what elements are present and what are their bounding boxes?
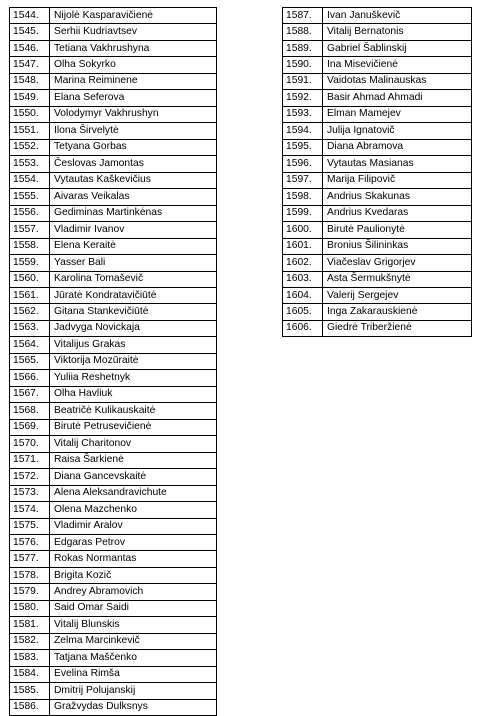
person-name: Andrius Kvedaras: [323, 205, 472, 221]
person-name: Aivaras Veikalas: [50, 189, 217, 205]
person-name: Česlovas Jamontas: [50, 156, 217, 172]
person-name: Ina Misevičienė: [323, 57, 472, 73]
row-number: 1566.: [10, 370, 50, 386]
row-number: 1572.: [10, 469, 50, 485]
names-table-right: [282, 7, 472, 337]
table-row: [10, 485, 217, 501]
person-name: Zelma Marcinkevič: [50, 633, 217, 649]
person-name: Birutė Paulionytė: [323, 222, 472, 238]
row-number: 1597.: [283, 172, 323, 188]
table-row: [10, 370, 217, 386]
table-row: [283, 40, 472, 56]
table-row: [10, 24, 217, 40]
person-name: Gitana Stankevičiūtė: [50, 304, 217, 320]
row-number: 1585.: [10, 683, 50, 699]
row-number: 1605.: [283, 304, 323, 320]
table-row: [10, 90, 217, 106]
row-number: 1602.: [283, 255, 323, 271]
row-number: 1545.: [10, 24, 50, 40]
person-name: Vytautas Masianas: [323, 156, 472, 172]
row-number: 1565.: [10, 353, 50, 369]
table-row: [10, 633, 217, 649]
person-name: Yuliia Reshetnyk: [50, 370, 217, 386]
table-row: [10, 436, 217, 452]
table-row: [283, 172, 472, 188]
person-name: Beatričė Kulikauskaitė: [50, 403, 217, 419]
person-name: Tetyana Gorbas: [50, 139, 217, 155]
table-row: [10, 386, 217, 402]
table-row: [10, 123, 217, 139]
table-row: [10, 172, 217, 188]
person-name: Alena Aleksandravichute: [50, 485, 217, 501]
person-name: Inga Zakarauskienė: [323, 304, 472, 320]
table-row: [10, 584, 217, 600]
table-row: [283, 73, 472, 89]
person-name: Ilona Širvelytė: [50, 123, 217, 139]
person-name: Marija Filipovič: [323, 172, 472, 188]
table-row: [283, 156, 472, 172]
person-name: Ivan Januškevič: [323, 8, 472, 24]
table-row: [10, 139, 217, 155]
row-number: 1546.: [10, 40, 50, 56]
row-number: 1580.: [10, 600, 50, 616]
table-row: [10, 106, 217, 122]
person-name: Gediminas Martinkėnas: [50, 205, 217, 221]
row-number: 1584.: [10, 666, 50, 682]
person-name: Bronius Šilininkas: [323, 238, 472, 254]
person-name: Vitalij Charitonov: [50, 436, 217, 452]
person-name: Rokas Normantas: [50, 551, 217, 567]
row-number: 1590.: [283, 57, 323, 73]
table-row: [10, 567, 217, 583]
table-row: [10, 271, 217, 287]
row-number: 1578.: [10, 567, 50, 583]
table-row: [10, 353, 217, 369]
person-name: Basir Ahmad Ahmadi: [323, 90, 472, 106]
row-number: 1601.: [283, 238, 323, 254]
table-row: [10, 535, 217, 551]
row-number: 1573.: [10, 485, 50, 501]
person-name: Valerij Sergejev: [323, 287, 472, 303]
row-number: 1576.: [10, 535, 50, 551]
table-row: [283, 189, 472, 205]
row-number: 1549.: [10, 90, 50, 106]
row-number: 1561.: [10, 287, 50, 303]
person-name: Raisa Šarkienė: [50, 452, 217, 468]
table-row: [283, 57, 472, 73]
person-name: Evelina Rimša: [50, 666, 217, 682]
row-number: 1560.: [10, 271, 50, 287]
person-name: Tatjana Maščenko: [50, 650, 217, 666]
table-row: [10, 189, 217, 205]
person-name: Birutė Petrusevičienė: [50, 419, 217, 435]
row-number: 1554.: [10, 172, 50, 188]
person-name: Marina Reiminene: [50, 73, 217, 89]
names-table-left: [9, 7, 217, 716]
person-name: Vladimir Aralov: [50, 518, 217, 534]
person-name: Nijolė Kasparavičienė: [50, 8, 217, 24]
table-row: [283, 205, 472, 221]
row-number: 1563.: [10, 320, 50, 336]
person-name: Diana Gancevskaitė: [50, 469, 217, 485]
person-name: Yasser Bali: [50, 255, 217, 271]
table-row: [10, 617, 217, 633]
row-number: 1599.: [283, 205, 323, 221]
person-name: Viačeslav Grigorjev: [323, 255, 472, 271]
row-number: 1588.: [283, 24, 323, 40]
table-row: [10, 287, 217, 303]
person-name: Elana Seferova: [50, 90, 217, 106]
table-row: [283, 123, 472, 139]
person-name: Vladimir Ivanov: [50, 222, 217, 238]
table-row: [10, 8, 217, 24]
person-name: Tetiana Vakhrushyna: [50, 40, 217, 56]
row-number: 1579.: [10, 584, 50, 600]
person-name: Vitalij Blunskis: [50, 617, 217, 633]
table-row: [10, 255, 217, 271]
person-name: Elman Mamejev: [323, 106, 472, 122]
row-number: 1562.: [10, 304, 50, 320]
table-row: [283, 320, 472, 336]
row-number: 1548.: [10, 73, 50, 89]
row-number: 1571.: [10, 452, 50, 468]
person-name: Jūratė Kondratavičiūtė: [50, 287, 217, 303]
row-number: 1586.: [10, 699, 50, 715]
person-name: Diana Abramova: [323, 139, 472, 155]
person-name: Vaidotas Malinauskas: [323, 73, 472, 89]
table-row: [10, 469, 217, 485]
row-number: 1606.: [283, 320, 323, 336]
row-number: 1575.: [10, 518, 50, 534]
person-name: Said Omar Saidi: [50, 600, 217, 616]
row-number: 1544.: [10, 8, 50, 24]
row-number: 1587.: [283, 8, 323, 24]
table-row: [10, 666, 217, 682]
row-number: 1557.: [10, 222, 50, 238]
table-row: [10, 337, 217, 353]
row-number: 1595.: [283, 139, 323, 155]
person-name: Vitalij Bernatonis: [323, 24, 472, 40]
row-number: 1598.: [283, 189, 323, 205]
table-row: [283, 90, 472, 106]
row-number: 1583.: [10, 650, 50, 666]
table-row: [10, 403, 217, 419]
table-row: [10, 518, 217, 534]
row-number: 1592.: [283, 90, 323, 106]
row-number: 1555.: [10, 189, 50, 205]
person-name: Olena Mazchenko: [50, 502, 217, 518]
row-number: 1574.: [10, 502, 50, 518]
table-row: [10, 320, 217, 336]
table-row: [283, 139, 472, 155]
row-number: 1604.: [283, 287, 323, 303]
row-number: 1553.: [10, 156, 50, 172]
table-row: [283, 8, 472, 24]
names-table-left-body: [10, 8, 217, 716]
row-number: 1603.: [283, 271, 323, 287]
table-row: [10, 73, 217, 89]
person-name: Asta Šermukšnytė: [323, 271, 472, 287]
table-row: [10, 650, 217, 666]
table-row: [10, 699, 217, 715]
row-number: 1589.: [283, 40, 323, 56]
table-row: [283, 287, 472, 303]
table-row: [10, 551, 217, 567]
table-row: [10, 222, 217, 238]
person-name: Julija Ignatovič: [323, 123, 472, 139]
person-name: Andrius Skakunas: [323, 189, 472, 205]
person-name: Dmitrij Polujanskij: [50, 683, 217, 699]
person-name: Volodymyr Vakhrushyn: [50, 106, 217, 122]
table-row: [10, 502, 217, 518]
table-row: [283, 255, 472, 271]
row-number: 1558.: [10, 238, 50, 254]
table-row: [283, 106, 472, 122]
row-number: 1551.: [10, 123, 50, 139]
person-name: Vytautas Kaškevičius: [50, 172, 217, 188]
table-row: [10, 238, 217, 254]
table-row: [10, 600, 217, 616]
row-number: 1591.: [283, 73, 323, 89]
table-row: [10, 40, 217, 56]
person-name: Andrey Abramovich: [50, 584, 217, 600]
table-row: [10, 419, 217, 435]
table-row: [10, 683, 217, 699]
person-name: Karolina Tomaševič: [50, 271, 217, 287]
row-number: 1593.: [283, 106, 323, 122]
row-number: 1547.: [10, 57, 50, 73]
person-name: Gražvydas Dulksnys: [50, 699, 217, 715]
person-name: Giedrė Triberžienė: [323, 320, 472, 336]
row-number: 1596.: [283, 156, 323, 172]
table-row: [10, 452, 217, 468]
row-number: 1594.: [283, 123, 323, 139]
person-name: Jadvyga Novickaja: [50, 320, 217, 336]
person-name: Edgaras Petrov: [50, 535, 217, 551]
table-row: [283, 222, 472, 238]
row-number: 1550.: [10, 106, 50, 122]
row-number: 1600.: [283, 222, 323, 238]
row-number: 1581.: [10, 617, 50, 633]
table-row: [10, 156, 217, 172]
table-row: [283, 271, 472, 287]
person-name: Serhii Kudriavtsev: [50, 24, 217, 40]
row-number: 1559.: [10, 255, 50, 271]
table-row: [10, 304, 217, 320]
row-number: 1570.: [10, 436, 50, 452]
row-number: 1577.: [10, 551, 50, 567]
person-name: Viktorija Mozūraitė: [50, 353, 217, 369]
row-number: 1552.: [10, 139, 50, 155]
person-name: Gabriel Šablinskij: [323, 40, 472, 56]
person-name: Vitalijus Grakas: [50, 337, 217, 353]
person-name: Brigita Kozič: [50, 567, 217, 583]
table-row: [10, 205, 217, 221]
table-row: [283, 238, 472, 254]
person-name: Olha Sokyrko: [50, 57, 217, 73]
person-name: Elena Keraitė: [50, 238, 217, 254]
row-number: 1564.: [10, 337, 50, 353]
row-number: 1582.: [10, 633, 50, 649]
table-row: [10, 57, 217, 73]
table-row: [283, 24, 472, 40]
table-row: [283, 304, 472, 320]
row-number: 1568.: [10, 403, 50, 419]
person-name: Olha Havliuk: [50, 386, 217, 402]
row-number: 1567.: [10, 386, 50, 402]
row-number: 1569.: [10, 419, 50, 435]
names-table-right-body: [283, 8, 472, 337]
row-number: 1556.: [10, 205, 50, 221]
